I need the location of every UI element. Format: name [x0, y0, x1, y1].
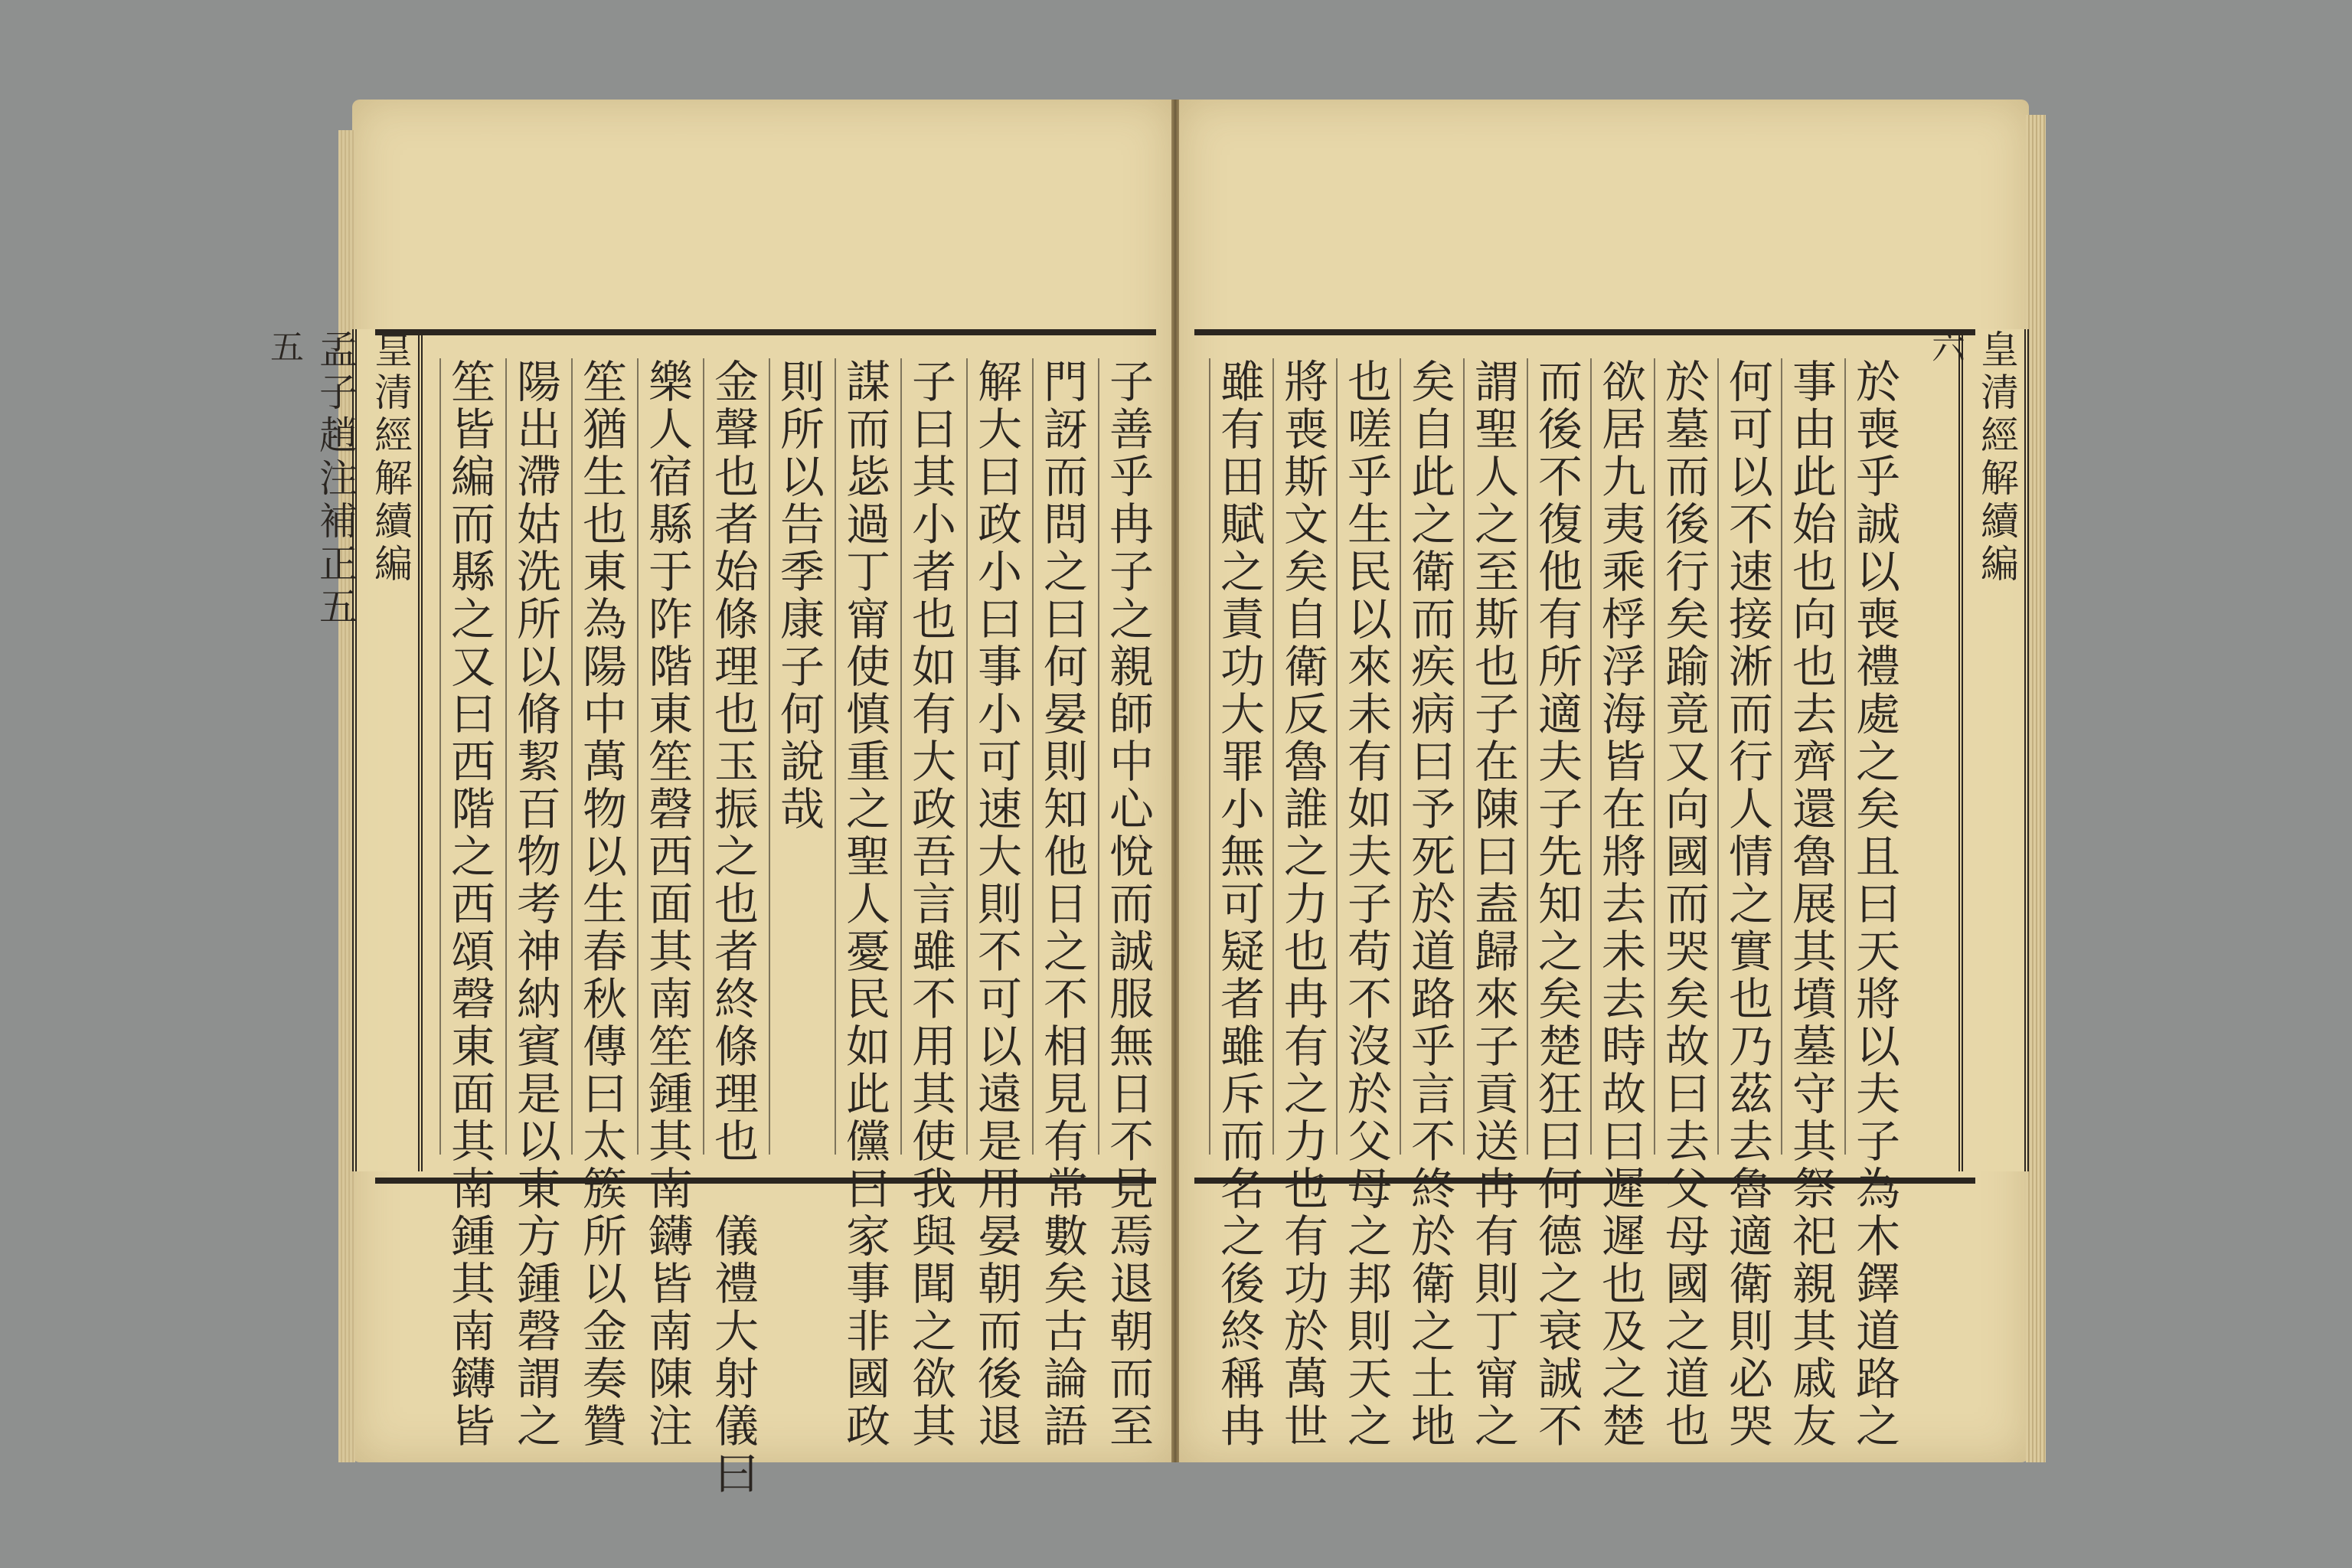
text-column: 笙猶生也東為陽中萬物以生春秋傳曰太簇所以金奏贊	[571, 358, 629, 1155]
text-column: 欲居九夷乘桴浮海皆在將去未去時故曰遲遲也及之楚	[1590, 358, 1648, 1155]
text-column: 門訝而問之曰何晏則知他日之不相見有常數矣古論語	[1032, 358, 1090, 1155]
text-column: 子曰其小者也如有大政吾言雖不用其使我與聞之欲其	[900, 358, 959, 1155]
text-column: 謀而毖過丁甯使慎重之聖人憂民如此儻曰家事非國政	[835, 358, 893, 1155]
left-margin-section: 孟子趙注補正五	[313, 329, 358, 629]
text-column: 解大曰政小曰事小可速大則不可以遠是用晏朝而後退	[966, 358, 1024, 1155]
text-column: 將喪斯文矣自衛反魯誰之力也冉有之力也有功於萬世	[1272, 358, 1331, 1155]
text-column: 金聲也者始條理也玉振之也者終條理也 儀禮大射儀曰	[703, 358, 761, 1155]
right-margin-header: 皇清經解續編	[1975, 329, 2019, 586]
text-column: 事由此始也向也去齊還魯展其墳墓守其祭祀親其戚友	[1781, 358, 1839, 1155]
text-column: 於喪乎誠以喪禮處之矣且曰天將以夫子為木鐸道路之	[1844, 358, 1903, 1155]
text-column: 雖有田賦之責功大罪小無可疑者雖斥而名之後終稱冉	[1209, 358, 1267, 1155]
left-text-frame	[375, 329, 1156, 1498]
text-column: 何可以不速接淅而行人情之實也乃茲去魯適衛則必哭	[1717, 358, 1775, 1155]
text-column: 而後不復他有所適夫子先知之矣楚狂曰何德之衰誠不	[1527, 358, 1585, 1155]
text-column: 則所以告季康子何說哉	[769, 358, 827, 1155]
left-folio: 五	[264, 329, 303, 368]
text-column: 子善乎冉子之親師中心悅而誠服無日不見焉退朝而至	[1098, 358, 1156, 1155]
left-page	[264, 100, 1171, 1498]
text-column: 笙皆編而縣之又曰西階之西頌磬東面其南鍾其南鑮皆	[439, 358, 498, 1155]
right-folio: 六	[1926, 329, 1965, 368]
right-page	[1179, 100, 2029, 1462]
text-column: 謂聖人之至斯也子在陳曰盍歸來子貢送冉有則丁甯之	[1463, 358, 1521, 1155]
left-margin-header: 皇清經解續編	[368, 329, 413, 586]
text-column: 矣自此之衛而疾病曰予死於道路乎言不終於衛之土地	[1400, 358, 1458, 1155]
text-column: 陽出滯姑洗所以脩絜百物考神納賓是以東方鍾磬謂之	[505, 358, 564, 1155]
text-column: 也嗟乎生民以來未有如夫子苟不沒於父母之邦則天之	[1336, 358, 1394, 1155]
open-book	[264, 84, 2037, 1498]
text-column: 於墓而後行矣踰竟又向國而哭矣故曰去父母國之道也	[1654, 358, 1712, 1155]
text-column: 樂人宿縣于阼階東笙磬西面其南笙鍾其南鑮皆南陳注	[637, 358, 695, 1155]
right-text-frame	[1194, 329, 1975, 1450]
